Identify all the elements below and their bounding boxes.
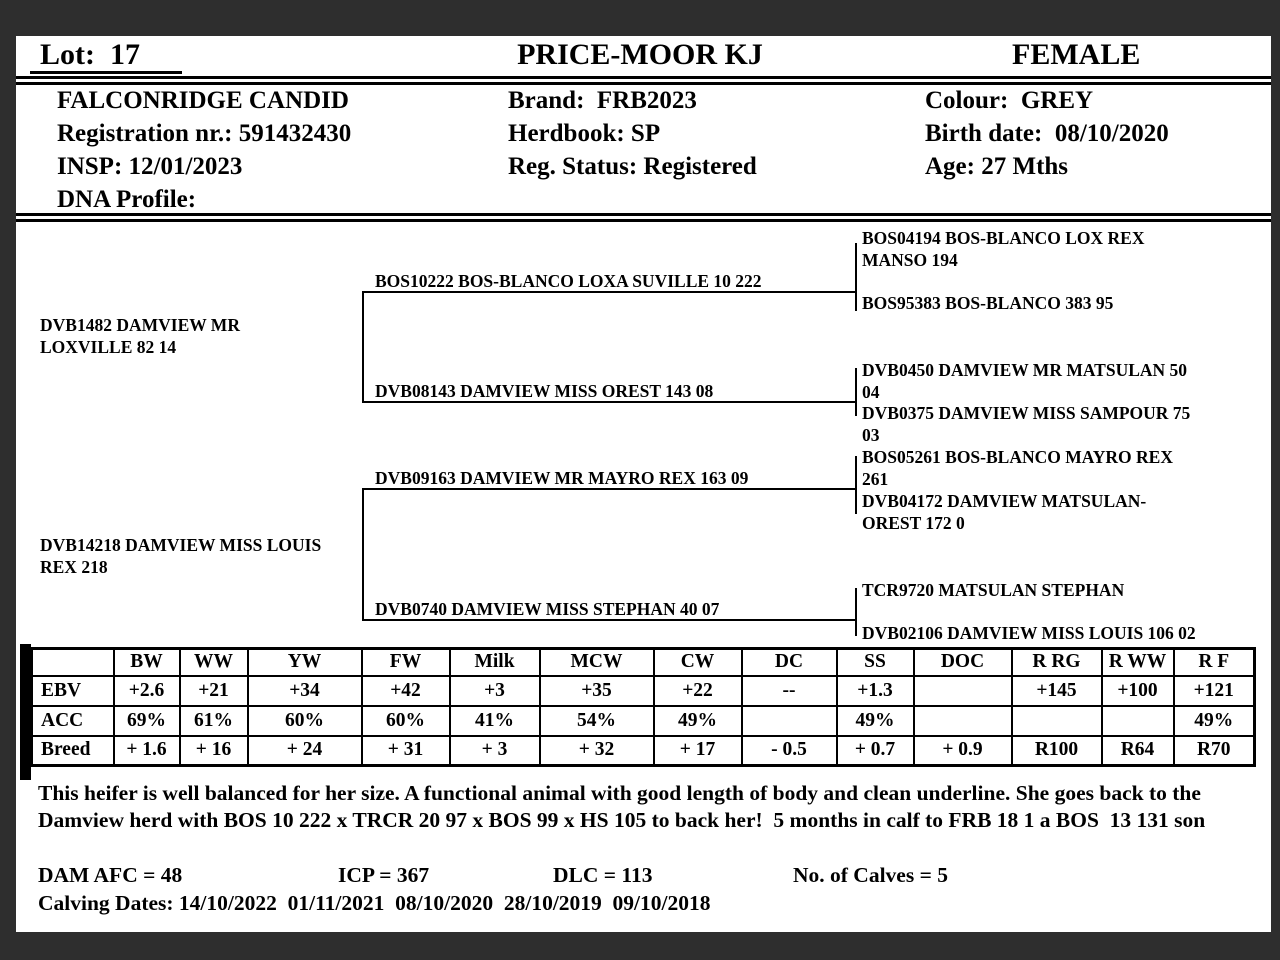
pedigree-dam-dam: DVB0740 DAMVIEW MISS STEPHAN 40 07 (375, 599, 720, 619)
dlc-stat: DLC = 113 (553, 863, 653, 887)
ebv-cell: +1.3 (837, 676, 914, 706)
ebv-cell: +100 (1102, 676, 1174, 706)
ebv-cell: + 1.6 (114, 736, 180, 766)
ebv-cell: 41% (450, 706, 540, 736)
column-header: R WW (1102, 649, 1174, 676)
ebv-cell: R64 (1102, 736, 1174, 766)
pedigree-connector (362, 619, 857, 621)
column-header: YW (248, 649, 362, 676)
brand-field: Brand: FRB2023 (508, 87, 697, 114)
pedigree-gen3-entry: DVB0450 DAMVIEW MR MATSULAN 50 04 (862, 360, 1188, 402)
pedigree-connector (855, 243, 857, 311)
pedigree-sire: DVB1482 DAMVIEW MR LOXVILLE 82 14 (40, 315, 240, 357)
pedigree-dam-sire: DVB09163 DAMVIEW MR MAYRO REX 163 09 (375, 468, 749, 488)
inspection-date: INSP: 12/01/2023 (57, 153, 243, 180)
pedigree-sire-sire: BOS10222 BOS-BLANCO LOXA SUVILLE 10 222 (375, 271, 762, 291)
icp-stat: ICP = 367 (338, 863, 430, 887)
column-header: WW (180, 649, 248, 676)
ebv-cell: + 24 (248, 736, 362, 766)
column-header: BW (114, 649, 180, 676)
row-label: ACC (32, 706, 114, 736)
column-header: Milk (450, 649, 540, 676)
dna-profile-label: DNA Profile: (57, 186, 197, 213)
ebv-cell: +3 (450, 676, 540, 706)
column-header: DOC (914, 649, 1012, 676)
animal-name: FALCONRIDGE CANDID (57, 87, 349, 114)
ebv-cell: +42 (362, 676, 450, 706)
ebv-cell: 61% (180, 706, 248, 736)
pedigree-gen3-entry: DVB02106 DAMVIEW MISS LOUIS 106 02 (862, 623, 1196, 643)
column-header: CW (654, 649, 742, 676)
colour-field: Colour: GREY (925, 87, 1094, 114)
ebv-cell: + 31 (362, 736, 450, 766)
herdbook-field: Herdbook: SP (508, 120, 661, 147)
ebv-cell: R70 (1174, 736, 1255, 766)
ebv-cell: 60% (248, 706, 362, 736)
ebv-cell: 60% (362, 706, 450, 736)
header-divider (16, 76, 1271, 85)
ebv-table (30, 647, 1256, 767)
column-header: SS (837, 649, 914, 676)
sex-label: FEMALE (1012, 38, 1141, 71)
ebv-cell: + 17 (654, 736, 742, 766)
ebv-cell: +35 (540, 676, 654, 706)
dam-afc-stat: DAM AFC = 48 (38, 863, 183, 887)
scan-border-top (0, 0, 1280, 36)
pedigree-connector (362, 291, 364, 403)
ebv-cell: +21 (180, 676, 248, 706)
ebv-cell: -- (742, 676, 837, 706)
column-header: DC (742, 649, 837, 676)
column-header: R F (1174, 649, 1255, 676)
pedigree-gen3-entry: BOS95383 BOS-BLANCO 383 95 (862, 293, 1114, 313)
column-header: R RG (1012, 649, 1102, 676)
ebv-cell (742, 706, 837, 736)
ebv-cell: 54% (540, 706, 654, 736)
pedigree-connector (855, 588, 857, 636)
scan-border-bottom (0, 932, 1280, 960)
ebv-cell (1102, 706, 1174, 736)
pedigree-connector (855, 368, 857, 416)
lot-label: Lot: 17 (40, 38, 140, 71)
ebv-cell: 49% (837, 706, 914, 736)
row-label: EBV (32, 676, 114, 706)
ebv-cell: +2.6 (114, 676, 180, 706)
ebv-cell (1012, 706, 1102, 736)
page-title: PRICE-MOOR KJ (517, 38, 763, 71)
ebv-cell: 49% (654, 706, 742, 736)
pedigree-connector (855, 456, 857, 514)
pedigree-gen3-entry: DVB04172 DAMVIEW MATSULAN-OREST 172 0 (862, 491, 1147, 533)
ebv-cell: +22 (654, 676, 742, 706)
ebv-cell: + 32 (540, 736, 654, 766)
column-header: MCW (540, 649, 654, 676)
ebv-cell: +121 (1174, 676, 1255, 706)
calves-stat: No. of Calves = 5 (793, 863, 948, 887)
registration-number: Registration nr.: 591432430 (57, 120, 352, 147)
birth-date-field: Birth date: 08/10/2020 (925, 120, 1169, 147)
ebv-cell: 49% (1174, 706, 1255, 736)
ebv-cell: 69% (114, 706, 180, 736)
pedigree-gen3-entry: DVB0375 DAMVIEW MISS SAMPOUR 75 03 (862, 403, 1191, 445)
ebv-cell: + 16 (180, 736, 248, 766)
ebv-cell: - 0.5 (742, 736, 837, 766)
ebv-cell: + 0.9 (914, 736, 1012, 766)
pedigree-gen3-entry: BOS05261 BOS-BLANCO MAYRO REX 261 (862, 447, 1173, 489)
ebv-cell: + 3 (450, 736, 540, 766)
pedigree-connector (362, 488, 857, 490)
ebv-cell: +145 (1012, 676, 1102, 706)
pedigree-connector (362, 291, 857, 293)
row-label: Breed (32, 736, 114, 766)
scan-border-left (0, 0, 16, 960)
ebv-cell: +34 (248, 676, 362, 706)
reg-status-field: Reg. Status: Registered (508, 153, 757, 180)
age-field: Age: 27 Mths (925, 153, 1069, 180)
description-text: This heifer is well balanced for her size. A functional animal with good length of body and clean underline. She goes back to the Damview herd with BOS 10 222 x TRCR 20 97 x BOS 99 x HS 105 to back her! 5 months in calf to FRB 18 1 a BOS 13 131 son (38, 781, 1207, 832)
ebv-cell (914, 676, 1012, 706)
ebv-cell (914, 706, 1012, 736)
pedigree-sire-dam: DVB08143 DAMVIEW MISS OREST 143 08 (375, 381, 714, 401)
calving-dates: Calving Dates: 14/10/2022 01/11/2021 08/10/2020 28/10/2019 09/10/2018 (38, 891, 711, 915)
pedigree-gen3-entry: TCR9720 MATSULAN STEPHAN (862, 580, 1125, 600)
ebv-cell: + 0.7 (837, 736, 914, 766)
column-header: FW (362, 649, 450, 676)
info-divider (16, 213, 1271, 222)
pedigree-connector (362, 488, 364, 621)
column-header (32, 649, 114, 676)
scan-border-right (1271, 0, 1280, 960)
pedigree-gen3-entry: BOS04194 BOS-BLANCO LOX REX MANSO 194 (862, 228, 1145, 270)
pedigree-connector (362, 401, 857, 403)
pedigree-dam: DVB14218 DAMVIEW MISS LOUIS REX 218 (40, 535, 322, 577)
ebv-cell: R100 (1012, 736, 1102, 766)
